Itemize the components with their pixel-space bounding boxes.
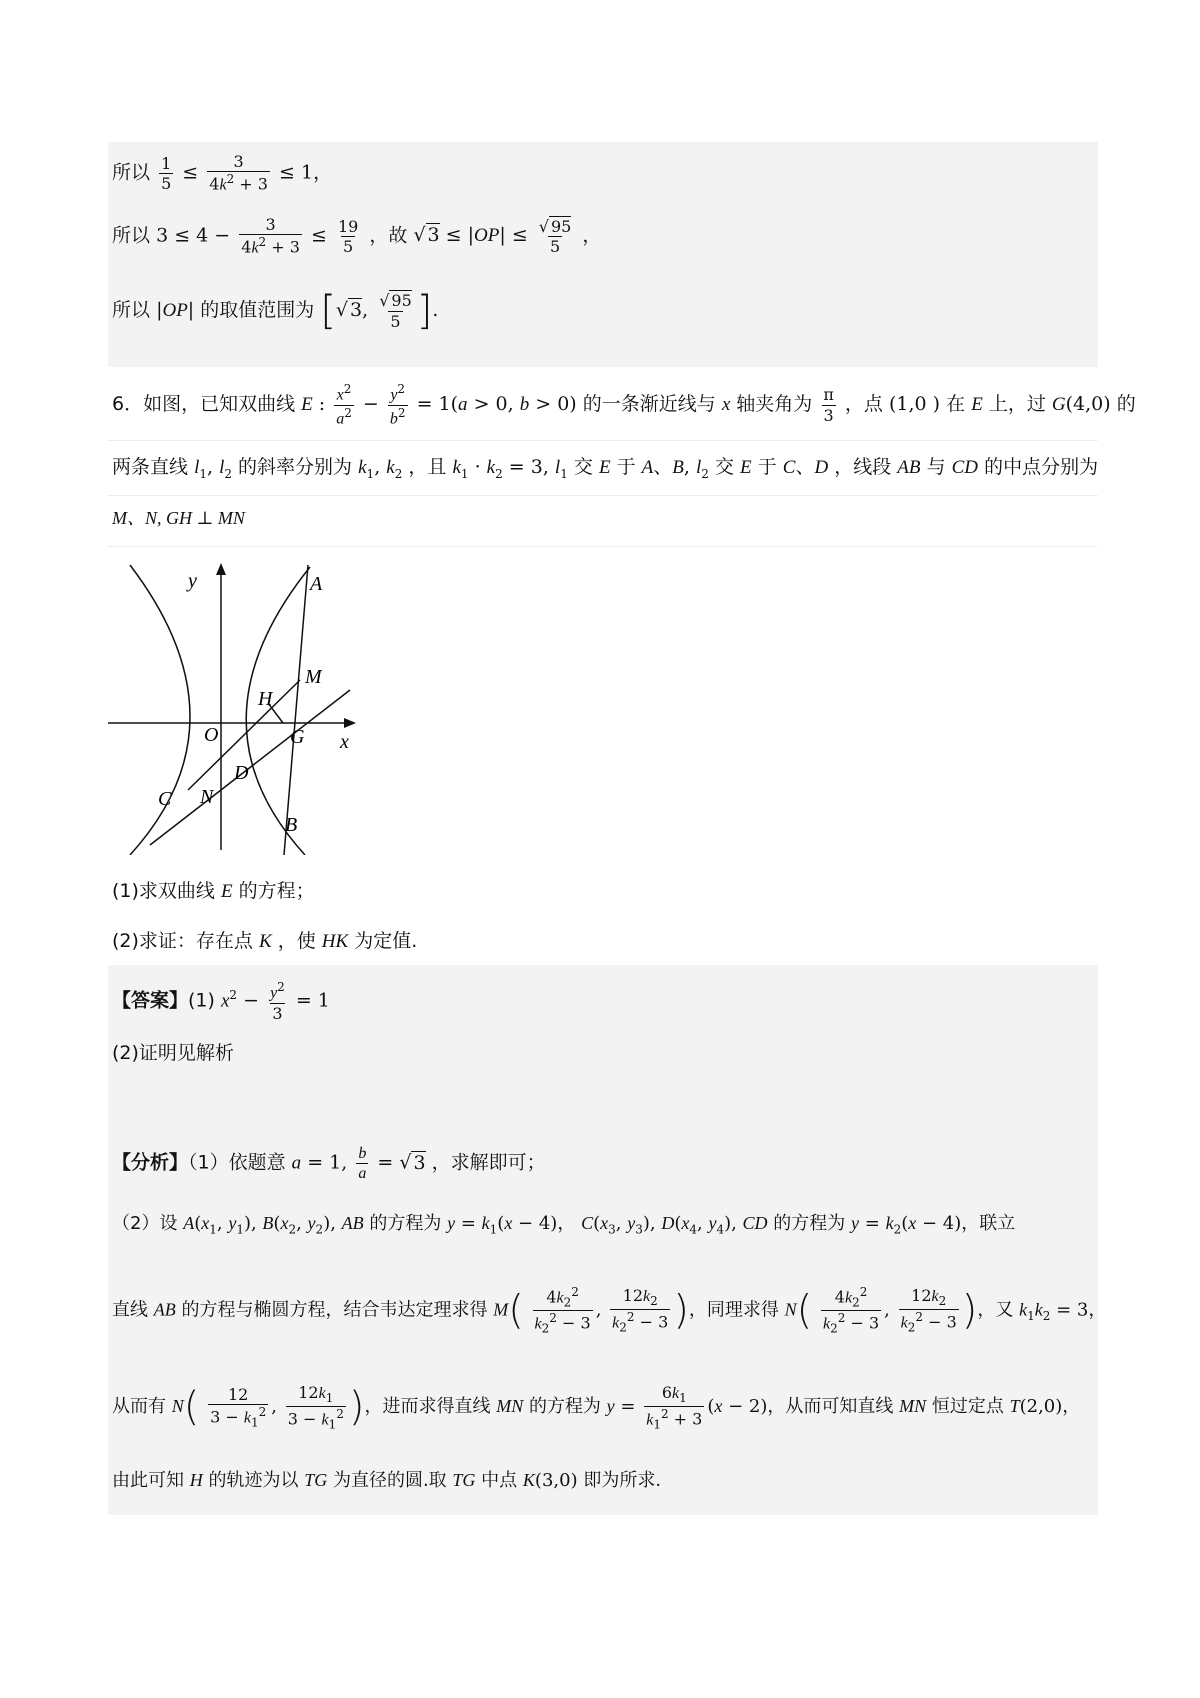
analysis-line-1: 【分析】（1）依题意 a = 1, $\frac{b}{a}$ = √ 3 ，求解即可； (112, 1145, 546, 1183)
analysis-line-2: （2）设 $A(x_1$, $y_1$), $B(x_2$, $y_2$), AB 的方程为 $y = k_1(x - 4)$， $C(x_3$, $y_3$), $D(x_4$, $y_4$), CD 的方程为 $y = k_2(x - 4)$，联立 (112, 1213, 1016, 1237)
problem-line-1: 6．如图，已知双曲线 E : $\frac{x^2}{a^2}$ − $\frac{y^2}{b^2}$ = 1(a > 0, b > 0) 的一条渐近线与 x 轴夹角为 $\frac{\pi}{3}$ ，点 (1,0 ) 在 E 上，过 G(4,0) 的 (112, 382, 1136, 427)
frac-3-4k2: $\frac{3}{4k^2 + 3}$ (209, 152, 268, 194)
label-C: C (158, 788, 172, 810)
analysis-line-3: 直线 AB 的方程与椭圆方程，结合韦达定理求得 M( $\frac{4k_2^2}{k_2^2 - 3}$ , $\frac{12k_2}{k_2^2 - 3}$ )，同理求得 N( $\frac{4k_2^2}{k_2^2 - 3}$ , $\frac{12k_2}{k_2^2 - 3}$ )，又 $k_1k_2 = 3$， (112, 1285, 1107, 1336)
question-2: (2)求证：存在点 K ，使 HK 为定值. (112, 930, 418, 952)
label-N: N (200, 786, 214, 808)
label-M: M (305, 666, 322, 688)
label-B: B (285, 814, 298, 836)
frac-1-5: $\frac{1}{5}$ (161, 153, 172, 193)
label-H: H (258, 688, 273, 710)
label-x: x (340, 731, 349, 753)
solution-line-1: 所以 $\frac{1}{5}$ ≤ $\frac{3}{4k^2 + 3}$ ≤ 1， (112, 152, 333, 194)
line-l1 (284, 565, 308, 855)
left-branch (130, 565, 190, 855)
separator (108, 440, 1098, 441)
label-D: D (234, 762, 249, 784)
solution-line-3: 所以 |OP| 的取值范围为 [√ 3, $\frac{√ 95}{5}$ ]. (112, 288, 439, 334)
problem-line-3: M、N, GH ⊥ MN (112, 508, 245, 528)
x-axis-arrow-icon (344, 718, 356, 728)
answer-line-1: 【答案】(1) $x^2$ − $\frac{y^2}{3}$ = 1 (112, 980, 330, 1023)
label-G: G (290, 726, 305, 748)
answer-block (108, 965, 1098, 1515)
line-l2 (150, 690, 350, 845)
answer-line-2: (2)证明见解析 (112, 1042, 234, 1064)
problem-line-2: 两条直线 $l_1$, $l_2$ 的斜率分别为 $k_1$, $k_2$ ，且 $k_1 \cdot k_2 = 3$, $l_1$ 交 E 于 A、B, $l_2$ 交 E 于 C、D ，线段 AB 与 CD 的中点分别为 (112, 456, 1099, 481)
solution-line-2: 所以 3 ≤ 4 − $\frac{3}{4k^2 + 3}$ ≤ $\frac{19}{5}$ ，故 √ 3 ≤ |OP| ≤ $\frac{√ 95}{5}$ ， (112, 215, 602, 257)
y-axis-arrow-icon (216, 563, 226, 575)
hyperbola-figure (100, 555, 360, 855)
right-branch (246, 567, 310, 855)
label-A: A (310, 573, 323, 595)
analysis-line-5: 由此可知 H 的轨迹为以 TG 为直径的圆.取 TG 中点 K(3,0) 即为所求. (112, 1470, 662, 1491)
question-1: (1)求双曲线 E 的方程； (112, 880, 315, 902)
analysis-line-4: 从而有 N( $\frac{12}{3 - k_1^2}$ , $\frac{12k_1}{3 - k_1^2}$ )，进而求得直线 MN 的方程为 y = $\frac{6k_1}{k_1^2 + 3}$ (x − 2)，从而可知直线 MN 恒过定点 T(2,0)， (112, 1383, 1081, 1432)
label-O: O (204, 724, 219, 746)
label-y: y (188, 570, 197, 592)
